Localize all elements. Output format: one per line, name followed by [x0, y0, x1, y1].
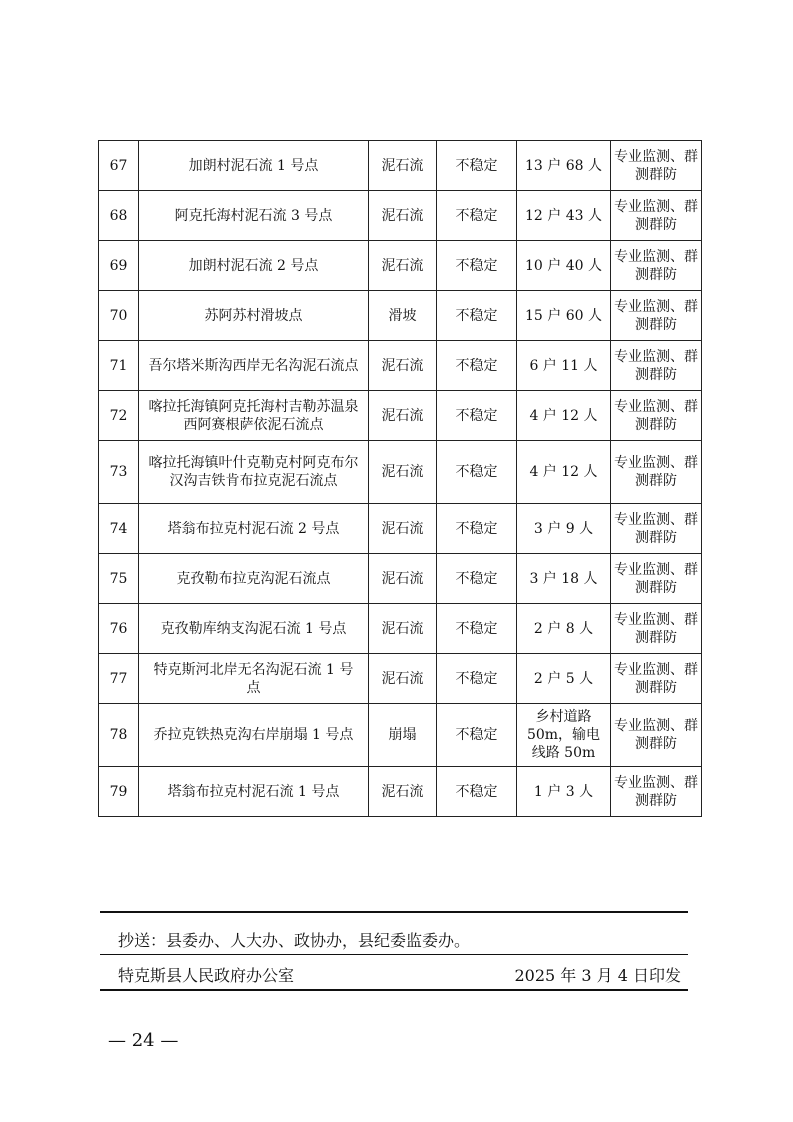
threat-target: 乡村道路 50m，输电线路 50m: [517, 704, 611, 767]
hazard-name: 加朗村泥石流 2 号点: [139, 241, 369, 291]
table-row: [99, 704, 702, 767]
row-number: 70: [99, 291, 139, 341]
prevention-measures: 专业监测、群测群防: [611, 391, 702, 441]
row-number: 69: [99, 241, 139, 291]
threat-target: 15 户 60 人: [517, 291, 611, 341]
row-number: 78: [99, 704, 139, 767]
stability: 不稳定: [437, 654, 517, 704]
hazard-name: 加朗村泥石流 1 号点: [139, 141, 369, 191]
threat-target: 2 户 5 人: [517, 654, 611, 704]
threat-target: 3 户 18 人: [517, 554, 611, 604]
row-number: 72: [99, 391, 139, 441]
table-row: [99, 767, 702, 817]
row-number: 74: [99, 504, 139, 554]
stability: 不稳定: [437, 241, 517, 291]
hazard-type: 泥石流: [369, 391, 437, 441]
hazard-type: 泥石流: [369, 191, 437, 241]
prevention-measures: 专业监测、群测群防: [611, 141, 702, 191]
hazard-type: 滑坡: [369, 291, 437, 341]
hazard-type: 泥石流: [369, 604, 437, 654]
threat-target: 2 户 8 人: [517, 604, 611, 654]
table-row: [99, 191, 702, 241]
prevention-measures: 专业监测、群测群防: [611, 504, 702, 554]
prevention-measures: 专业监测、群测群防: [611, 241, 702, 291]
row-number: 75: [99, 554, 139, 604]
threat-target: 3 户 9 人: [517, 504, 611, 554]
hazard-name: 克孜勒布拉克沟泥石流点: [139, 554, 369, 604]
hazard-name: 喀拉托海镇叶什克勒克村阿克布尔汉沟吉铁肯布拉克泥石流点: [139, 441, 369, 504]
issuer: 特克斯县人民政府办公室: [118, 966, 295, 985]
hazard-type: 泥石流: [369, 241, 437, 291]
prevention-measures: 专业监测、群测群防: [611, 191, 702, 241]
prevention-measures: 专业监测、群测群防: [611, 654, 702, 704]
table-row: [99, 604, 702, 654]
hazard-name: 特克斯河北岸无名沟泥石流 1 号点: [139, 654, 369, 704]
prevention-measures: 专业监测、群测群防: [611, 441, 702, 504]
threat-target: 10 户 40 人: [517, 241, 611, 291]
stability: 不稳定: [437, 554, 517, 604]
hazard-type: 泥石流: [369, 141, 437, 191]
stability: 不稳定: [437, 504, 517, 554]
footer-top-rule: [100, 911, 688, 913]
threat-target: 12 户 43 人: [517, 191, 611, 241]
hazard-points-table: [98, 140, 702, 817]
hazard-type: 泥石流: [369, 654, 437, 704]
stability: 不稳定: [437, 604, 517, 654]
footer-bottom-rule: [100, 989, 688, 991]
stability: 不稳定: [437, 141, 517, 191]
row-number: 76: [99, 604, 139, 654]
table-row: [99, 654, 702, 704]
threat-target: 4 户 12 人: [517, 391, 611, 441]
hazard-name: 乔拉克铁热克沟右岸崩塌 1 号点: [139, 704, 369, 767]
threat-target: 13 户 68 人: [517, 141, 611, 191]
table-row: [99, 554, 702, 604]
prevention-measures: 专业监测、群测群防: [611, 554, 702, 604]
row-number: 73: [99, 441, 139, 504]
hazard-type: 崩塌: [369, 704, 437, 767]
hazard-name: 阿克托海村泥石流 3 号点: [139, 191, 369, 241]
stability: 不稳定: [437, 441, 517, 504]
threat-target: 6 户 11 人: [517, 341, 611, 391]
hazard-type: 泥石流: [369, 554, 437, 604]
prevention-measures: 专业监测、群测群防: [611, 341, 702, 391]
hazard-type: 泥石流: [369, 504, 437, 554]
issue-date: 2025 年 3 月 4 日印发: [514, 966, 681, 985]
hazard-name: 塔翁布拉克村泥石流 2 号点: [139, 504, 369, 554]
row-number: 68: [99, 191, 139, 241]
prevention-measures: 专业监测、群测群防: [611, 291, 702, 341]
table-row: [99, 141, 702, 191]
hazard-name: 塔翁布拉克村泥石流 1 号点: [139, 767, 369, 817]
hazard-name: 喀拉托海镇阿克托海村吉勒苏温泉西阿赛根萨依泥石流点: [139, 391, 369, 441]
hazard-name: 苏阿苏村滑坡点: [139, 291, 369, 341]
cc-line: 抄送：县委办、人大办、政协办，县纪委监委办。: [118, 931, 471, 950]
stability: 不稳定: [437, 341, 517, 391]
threat-target: 1 户 3 人: [517, 767, 611, 817]
row-number: 79: [99, 767, 139, 817]
footer-middle-rule: [100, 954, 688, 955]
table-row: [99, 341, 702, 391]
hazard-name: 克孜勒库纳支沟泥石流 1 号点: [139, 604, 369, 654]
prevention-measures: 专业监测、群测群防: [611, 704, 702, 767]
threat-target: 4 户 12 人: [517, 441, 611, 504]
stability: 不稳定: [437, 704, 517, 767]
table-row: [99, 291, 702, 341]
row-number: 71: [99, 341, 139, 391]
page-number: — 24 —: [108, 1030, 179, 1051]
table-row: [99, 441, 702, 504]
hazard-type: 泥石流: [369, 767, 437, 817]
hazard-type: 泥石流: [369, 341, 437, 391]
hazard-name: 吾尔塔米斯沟西岸无名沟泥石流点: [139, 341, 369, 391]
prevention-measures: 专业监测、群测群防: [611, 604, 702, 654]
prevention-measures: 专业监测、群测群防: [611, 767, 702, 817]
row-number: 67: [99, 141, 139, 191]
stability: 不稳定: [437, 391, 517, 441]
table-row: [99, 391, 702, 441]
hazard-type: 泥石流: [369, 441, 437, 504]
stability: 不稳定: [437, 291, 517, 341]
table-row: [99, 504, 702, 554]
stability: 不稳定: [437, 191, 517, 241]
stability: 不稳定: [437, 767, 517, 817]
row-number: 77: [99, 654, 139, 704]
table-row: [99, 241, 702, 291]
